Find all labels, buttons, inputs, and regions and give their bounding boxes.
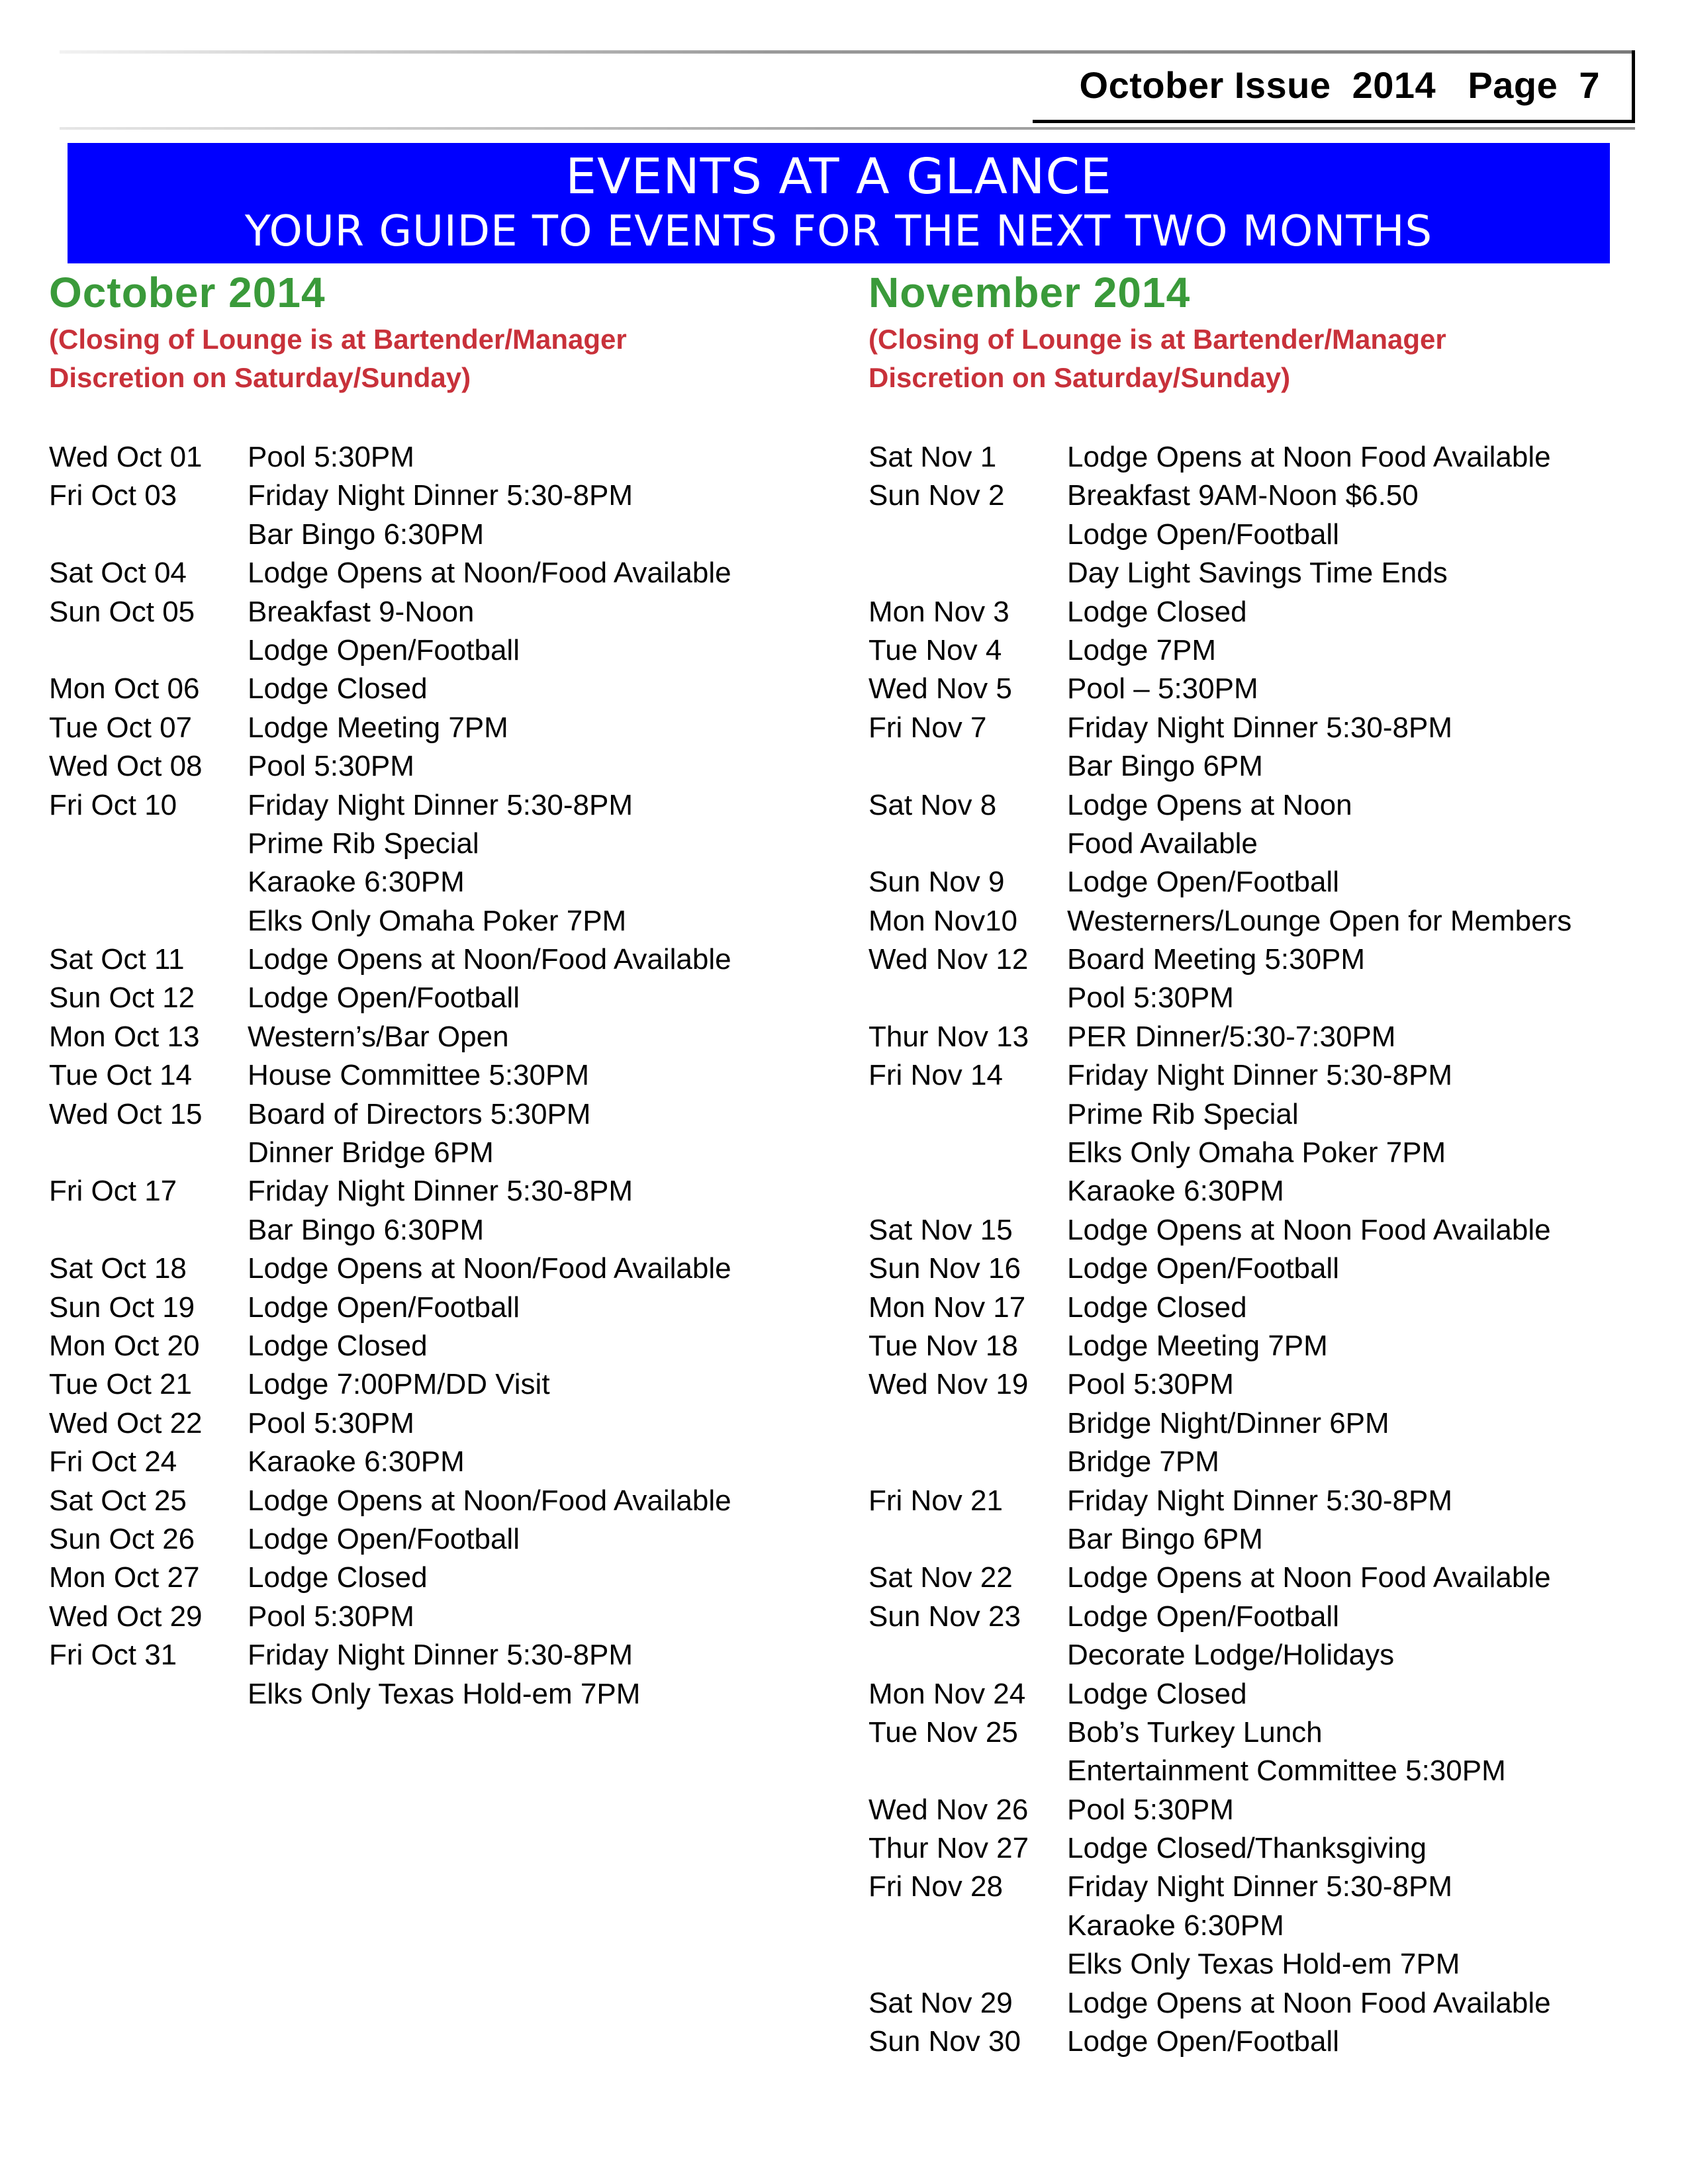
event-text: Lodge Closed <box>248 1561 428 1594</box>
event-text: Lodge Closed <box>1067 1677 1247 1710</box>
event-row <box>868 1945 1643 1983</box>
event-row <box>49 1172 817 1210</box>
event-text: Entertainment Committee 5:30PM <box>1067 1754 1506 1788</box>
event-text: Breakfast 9AM-Noon $6.50 <box>1067 479 1419 512</box>
event-row <box>49 670 817 708</box>
event-date: Mon Nov10 <box>868 904 1018 937</box>
event-row <box>868 979 1643 1017</box>
event-date: Sat Nov 1 <box>868 441 997 473</box>
event-text: Bar Bingo 6:30PM <box>248 518 485 551</box>
event-text: Lodge Open/Football <box>248 1522 520 1555</box>
event-date: Wed Oct 15 <box>49 1097 203 1130</box>
event-text: Bridge Night/Dinner 6PM <box>1067 1406 1389 1439</box>
event-row <box>49 747 817 786</box>
event-list <box>868 438 1643 2061</box>
event-row <box>868 554 1643 592</box>
event-date: Sun Oct 12 <box>49 981 195 1015</box>
event-row <box>49 438 817 477</box>
event-date: Wed Oct 22 <box>49 1406 203 1439</box>
event-text: Pool 5:30PM <box>248 1600 414 1633</box>
event-date: Sun Nov 9 <box>868 866 1005 899</box>
event-date: Sat Nov 15 <box>868 1213 1013 1246</box>
event-text: Pool 5:30PM <box>1067 1368 1234 1401</box>
event-date: Sun Nov 23 <box>868 1600 1021 1633</box>
event-row <box>868 1289 1643 1327</box>
event-text: Karaoke 6:30PM <box>248 1445 465 1479</box>
event-row <box>868 2023 1643 2061</box>
event-row <box>868 709 1643 747</box>
event-row <box>868 825 1643 863</box>
event-text: Friday Night Dinner 5:30-8PM <box>1067 1484 1453 1517</box>
event-text: Pool 5:30PM <box>248 750 414 783</box>
event-date: Wed Nov 26 <box>868 1793 1029 1826</box>
event-date: Sat Nov 29 <box>868 1986 1013 2019</box>
event-row <box>868 1250 1643 1288</box>
event-text: Friday Night Dinner 5:30-8PM <box>248 479 633 512</box>
event-text: Lodge Opens at Noon Food Available <box>1067 1561 1551 1594</box>
event-row <box>868 1520 1643 1559</box>
event-row <box>49 1443 817 1481</box>
event-date: Mon Oct 06 <box>49 672 200 705</box>
event-date: Sun Nov 2 <box>868 479 1005 512</box>
event-row <box>868 1365 1643 1404</box>
event-text: Pool 5:30PM <box>1067 981 1234 1015</box>
event-row <box>49 477 817 515</box>
event-text: Lodge Open/Football <box>248 633 520 666</box>
event-date: Mon Nov 3 <box>868 595 1009 628</box>
events-banner <box>68 143 1610 263</box>
event-date: Wed Nov 5 <box>868 672 1012 705</box>
event-row <box>49 863 817 901</box>
event-text: Lodge Closed <box>1067 1291 1247 1324</box>
event-text: Day Light Savings Time Ends <box>1067 557 1448 590</box>
event-row <box>868 747 1643 786</box>
event-text: Lodge Open/Football <box>1067 1252 1339 1285</box>
event-row <box>868 516 1643 554</box>
event-row <box>868 1868 1643 1906</box>
event-row <box>49 631 817 670</box>
event-text: Breakfast 9-Noon <box>248 595 475 628</box>
event-date: Fri Oct 10 <box>49 788 177 821</box>
event-date: Mon Oct 13 <box>49 1020 200 1053</box>
event-text: Food Available <box>1067 827 1258 860</box>
event-row <box>868 631 1643 670</box>
event-row <box>868 1636 1643 1674</box>
event-list <box>49 438 817 1713</box>
event-date: Wed Oct 29 <box>49 1600 203 1633</box>
event-text: Lodge Open/Football <box>1067 2025 1339 2058</box>
event-row <box>868 1211 1643 1250</box>
event-row <box>868 593 1643 631</box>
lounge-note-line2: Discretion on Saturday/Sunday) <box>49 362 471 393</box>
event-text: Lodge Closed/Thanksgiving <box>1067 1832 1427 1865</box>
event-text: Friday Night Dinner 5:30-8PM <box>248 788 633 821</box>
event-row <box>49 1250 817 1288</box>
event-row <box>49 1365 817 1404</box>
issue-box <box>1033 50 1635 123</box>
event-text: Friday Night Dinner 5:30-8PM <box>1067 711 1453 744</box>
event-date: Fri Oct 17 <box>49 1175 177 1208</box>
event-row <box>868 1752 1643 1790</box>
event-text: Lodge Open/Football <box>1067 518 1339 551</box>
event-text: House Committee 5:30PM <box>248 1059 589 1092</box>
event-row <box>868 1327 1643 1365</box>
event-date: Sun Oct 05 <box>49 595 195 628</box>
event-date: Tue Nov 4 <box>868 633 1002 666</box>
event-text: Lodge Opens at Noon Food Available <box>1067 1213 1551 1246</box>
event-row <box>49 940 817 979</box>
event-text: Lodge Open/Football <box>1067 1600 1339 1633</box>
event-row <box>49 1289 817 1327</box>
issue-label: October Issue 2014 Page 7 <box>1079 64 1600 106</box>
event-date: Fri Nov 14 <box>868 1059 1003 1092</box>
event-row <box>49 1056 817 1095</box>
event-text: Pool 5:30PM <box>248 1406 414 1439</box>
event-date: Sat Oct 25 <box>49 1484 187 1517</box>
event-row <box>868 1172 1643 1210</box>
event-text: Pool 5:30PM <box>248 441 414 473</box>
event-date: Tue Nov 18 <box>868 1329 1018 1362</box>
event-text: Lodge Opens at Noon/Food Available <box>248 557 731 590</box>
event-date: Tue Oct 07 <box>49 711 193 744</box>
event-row <box>868 1907 1643 1945</box>
event-date: Mon Oct 27 <box>49 1561 200 1594</box>
month-title: October 2014 <box>49 269 326 316</box>
event-row <box>49 902 817 940</box>
event-date: Mon Oct 20 <box>49 1329 200 1362</box>
event-text: Lodge Opens at Noon Food Available <box>1067 1986 1551 2019</box>
event-row <box>49 1095 817 1134</box>
event-text: Lodge 7:00PM/DD Visit <box>248 1368 550 1401</box>
event-row <box>868 1829 1643 1868</box>
event-text: Board of Directors 5:30PM <box>248 1097 591 1130</box>
event-date: Fri Nov 21 <box>868 1484 1003 1517</box>
event-text: Lodge Opens at Noon/Food Available <box>248 943 731 976</box>
event-text: Karaoke 6:30PM <box>248 866 465 899</box>
event-text: Pool 5:30PM <box>1067 1793 1234 1826</box>
event-date: Thur Nov 27 <box>868 1832 1029 1865</box>
event-row <box>49 825 817 863</box>
event-row <box>49 1327 817 1365</box>
event-row <box>868 786 1643 825</box>
event-date: Mon Nov 17 <box>868 1291 1026 1324</box>
event-date: Tue Nov 25 <box>868 1715 1018 1749</box>
event-text: Lodge Opens at Noon/Food Available <box>248 1252 731 1285</box>
event-text: Lodge Closed <box>1067 595 1247 628</box>
event-date: Fri Oct 31 <box>49 1639 177 1672</box>
event-date: Fri Oct 24 <box>49 1445 177 1479</box>
event-row <box>49 554 817 592</box>
banner-subtitle: YOUR GUIDE TO EVENTS FOR THE NEXT TWO MONTHS <box>244 207 1433 256</box>
event-date: Wed Oct 01 <box>49 441 203 473</box>
event-date: Fri Nov 28 <box>868 1870 1003 1903</box>
event-text: Prime Rib Special <box>248 827 479 860</box>
event-date: Sun Nov 16 <box>868 1252 1021 1285</box>
event-text: Prime Rib Special <box>1067 1097 1299 1130</box>
event-date: Fri Oct 03 <box>49 479 177 512</box>
lounge-note-line2: Discretion on Saturday/Sunday) <box>868 362 1291 393</box>
event-row <box>868 1018 1643 1056</box>
event-row <box>868 1598 1643 1636</box>
event-row <box>868 1443 1643 1481</box>
event-date: Sat Nov 8 <box>868 788 997 821</box>
event-text: Elks Only Texas Hold-em 7PM <box>1067 1948 1460 1981</box>
event-date: Fri Nov 7 <box>868 711 987 744</box>
event-date: Sat Oct 18 <box>49 1252 187 1285</box>
event-text: Lodge Closed <box>248 1329 428 1362</box>
event-text: Westerners/Lounge Open for Members <box>1067 904 1572 937</box>
event-text: Bar Bingo 6PM <box>1067 750 1263 783</box>
event-date: Tue Oct 14 <box>49 1059 193 1092</box>
event-row <box>868 670 1643 708</box>
event-row <box>868 1791 1643 1829</box>
banner-title: EVENTS AT A GLANCE <box>565 148 1112 205</box>
header-divider <box>60 127 1635 130</box>
event-row <box>868 1713 1643 1752</box>
event-text: Board Meeting 5:30PM <box>1067 943 1366 976</box>
event-text: Pool – 5:30PM <box>1067 672 1258 705</box>
event-text: Bob’s Turkey Lunch <box>1067 1715 1323 1749</box>
event-row <box>49 593 817 631</box>
event-row <box>49 1559 817 1597</box>
event-date: Tue Oct 21 <box>49 1368 193 1401</box>
event-text: Bar Bingo 6:30PM <box>248 1213 485 1246</box>
event-text: Friday Night Dinner 5:30-8PM <box>248 1175 633 1208</box>
event-row <box>49 1404 817 1443</box>
event-text: Elks Only Texas Hold-em 7PM <box>248 1677 641 1710</box>
event-row <box>868 1482 1643 1520</box>
event-date: Sun Oct 19 <box>49 1291 195 1324</box>
event-date: Sat Nov 22 <box>868 1561 1013 1594</box>
november-column <box>868 266 1643 2061</box>
event-date: Wed Nov 19 <box>868 1368 1029 1401</box>
event-row <box>868 1559 1643 1597</box>
event-row <box>49 1211 817 1250</box>
event-row <box>49 1675 817 1713</box>
event-text: Dinner Bridge 6PM <box>248 1136 494 1169</box>
event-text: Decorate Lodge/Holidays <box>1067 1639 1395 1672</box>
event-text: Lodge Closed <box>248 672 428 705</box>
event-text: Lodge 7PM <box>1067 633 1217 666</box>
event-date: Sat Oct 04 <box>49 557 187 590</box>
event-row <box>868 1984 1643 2023</box>
event-row <box>868 902 1643 940</box>
event-row <box>49 1134 817 1172</box>
lounge-note-line1: (Closing of Lounge is at Bartender/Manager <box>868 324 1446 355</box>
event-row <box>868 1404 1643 1443</box>
event-row <box>868 477 1643 515</box>
event-date: Sat Oct 11 <box>49 943 185 976</box>
event-text: Lodge Open/Football <box>248 1291 520 1324</box>
event-row <box>868 1134 1643 1172</box>
event-text: Elks Only Omaha Poker 7PM <box>1067 1136 1446 1169</box>
event-text: Western’s/Bar Open <box>248 1020 509 1053</box>
event-row <box>49 516 817 554</box>
event-date: Sun Oct 26 <box>49 1522 195 1555</box>
event-text: Friday Night Dinner 5:30-8PM <box>248 1639 633 1672</box>
month-title: November 2014 <box>868 269 1191 316</box>
event-row <box>868 1095 1643 1134</box>
event-text: Friday Night Dinner 5:30-8PM <box>1067 1870 1453 1903</box>
event-text: Lodge Opens at Noon Food Available <box>1067 441 1551 473</box>
event-text: Elks Only Omaha Poker 7PM <box>248 904 627 937</box>
event-row <box>49 1018 817 1056</box>
event-row <box>49 1520 817 1559</box>
event-row <box>49 1636 817 1674</box>
event-text: Karaoke 6:30PM <box>1067 1175 1284 1208</box>
event-row <box>868 1056 1643 1095</box>
event-row <box>49 1598 817 1636</box>
lounge-note-line1: (Closing of Lounge is at Bartender/Manager <box>49 324 627 355</box>
event-row <box>868 438 1643 477</box>
event-date: Sun Nov 30 <box>868 2025 1021 2058</box>
event-text: PER Dinner/5:30-7:30PM <box>1067 1020 1396 1053</box>
event-row <box>868 863 1643 901</box>
event-text: Lodge Meeting 7PM <box>248 711 508 744</box>
event-date: Wed Oct 08 <box>49 750 203 783</box>
event-date: Wed Nov 12 <box>868 943 1029 976</box>
event-date: Thur Nov 13 <box>868 1020 1029 1053</box>
event-text: Lodge Open/Football <box>1067 866 1339 899</box>
event-text: Lodge Meeting 7PM <box>1067 1329 1328 1362</box>
event-text: Bridge 7PM <box>1067 1445 1219 1479</box>
event-text: Lodge Opens at Noon <box>1067 788 1352 821</box>
october-column <box>49 266 817 1713</box>
event-row <box>868 940 1643 979</box>
event-row <box>49 786 817 825</box>
event-row <box>868 1675 1643 1713</box>
event-text: Bar Bingo 6PM <box>1067 1522 1263 1555</box>
event-text: Lodge Open/Football <box>248 981 520 1015</box>
event-text: Karaoke 6:30PM <box>1067 1909 1284 1942</box>
event-row <box>49 709 817 747</box>
event-text: Friday Night Dinner 5:30-8PM <box>1067 1059 1453 1092</box>
event-row <box>49 1482 817 1520</box>
event-date: Mon Nov 24 <box>868 1677 1026 1710</box>
event-row <box>49 979 817 1017</box>
event-text: Lodge Opens at Noon/Food Available <box>248 1484 731 1517</box>
